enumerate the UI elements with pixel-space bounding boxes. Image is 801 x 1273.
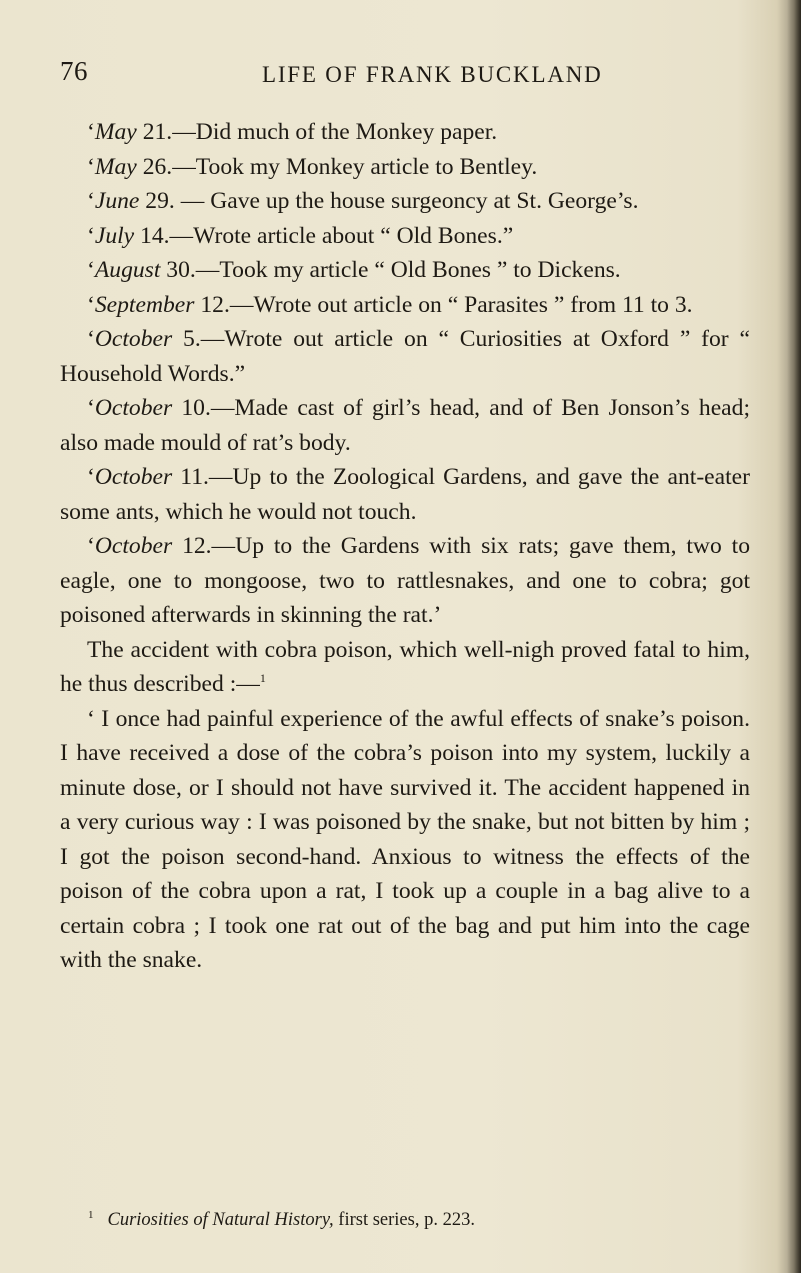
- entry-date: May: [94, 153, 137, 180]
- diary-entry: ‘October 5.—Wrote out article on “ Curiosities at Oxford ” for “ Household Words.”: [60, 326, 750, 387]
- diary-entry: ‘August 30.—Took my article “ Old Bones ” to Dickens.: [87, 257, 621, 283]
- diary-entry: ‘May 26.—Took my Monkey article to Bentley.: [87, 153, 538, 180]
- entry-text: 30.—Took my article “ Old Bones ” to Dickens.: [160, 257, 621, 283]
- entry-date: June: [94, 188, 140, 214]
- entry-date: September: [94, 291, 195, 318]
- entry-text: 11.—Up to the Zoological Gardens, and gave the ant-eater some ants, which he would not touch.: [60, 464, 750, 525]
- diary-entry: ‘July 14.—Wrote article about “ Old Bones.”: [87, 222, 514, 249]
- diary-entry: ‘October 11.—Up to the Zoological Gardens, and gave the ant-eater some ants, which he would not touch.: [60, 464, 750, 525]
- entry-date: October: [94, 395, 173, 421]
- body-text: [60, 115, 750, 978]
- intro-text: The accident with cobra poison, which well-nigh proved fatal to him, he thus described :—: [60, 636, 750, 697]
- entry-date: October: [94, 533, 173, 559]
- entry-text: 29. — Gave up the house surgeoncy at St. George’s.: [139, 188, 639, 214]
- entry-text: 5.—Wrote out article on “ Curiosities at Oxford ” for “ Household Words.”: [60, 326, 750, 387]
- entry-date: October: [94, 464, 173, 490]
- running-head: LIFE OF FRANK BUCKLAND: [262, 62, 603, 87]
- entry-date: August: [94, 257, 161, 283]
- entry-date: October: [94, 326, 173, 352]
- diary-entry: ‘September 12.—Wrote out article on “ Parasites ” from 11 to 3.: [87, 291, 693, 318]
- diary-entry: ‘October 12.—Up to the Gardens with six rats; gave them, two to eagle, one to mongoose, two to rattlesnakes, and one to cobra; got poisoned afterwards in skinning the rat.’: [60, 533, 750, 628]
- page-number: 76: [60, 56, 88, 86]
- entry-text: 10.—Made cast of girl’s head, and of Ben Jonson’s head; also made mould of rat’s body.: [60, 395, 750, 456]
- intro-paragraph: [60, 633, 750, 702]
- entry-text: 21.—Did much of the Monkey paper.: [136, 119, 498, 145]
- page-edge-shadow: [787, 0, 801, 1273]
- footnote-text: first series, p. 223.: [333, 1210, 475, 1231]
- entry-text: 12.—Wrote out article on “ Parasites ” from 11 to 3.: [194, 291, 693, 318]
- diary-entry: ‘May 21.—Did much of the Monkey paper.: [87, 119, 498, 145]
- diary-entry: ‘October 10.—Made cast of girl’s head, and of Ben Jonson’s head; also made mould of rat’s body.: [60, 395, 750, 456]
- footnote-mark: 1: [88, 1209, 94, 1221]
- entry-text: 12.—Up to the Gardens with six rats; gave them, two to eagle, one to mongoose, two to rattlesnakes, and one to cobra; got poisoned afterwards in skinning the rat.’: [60, 533, 750, 628]
- entry-text: 14.—Wrote article about “ Old Bones.”: [134, 222, 514, 249]
- entry-date: May: [94, 119, 137, 145]
- diary-entry: ‘June 29. — Gave up the house surgeoncy at St. George’s.: [87, 188, 639, 214]
- entry-text: 26.—Took my Monkey article to Bentley.: [136, 153, 538, 180]
- quote-paragraph: ‘ I once had painful experience of the awful effects of snake’s poison. I have received a dose of the cobra’s poison into my system, luckily a minute dose, or I should not have survived it. The accident happened in a very curious way : I was poisoned by the snake, but not bitten by him ; I got the poison second-hand. Anxious to witness the effects of the poison of the cobra upon a rat, I took up a couple in a bag alive to a certain cobra ; I took one rat out of the bag and put him into the cage with the snake.: [60, 705, 750, 973]
- footnote-title: Curiosities of Natural History,: [107, 1210, 334, 1231]
- entry-date: July: [94, 222, 135, 249]
- footnote-reference: 1: [259, 671, 266, 686]
- footnote: [88, 1203, 748, 1232]
